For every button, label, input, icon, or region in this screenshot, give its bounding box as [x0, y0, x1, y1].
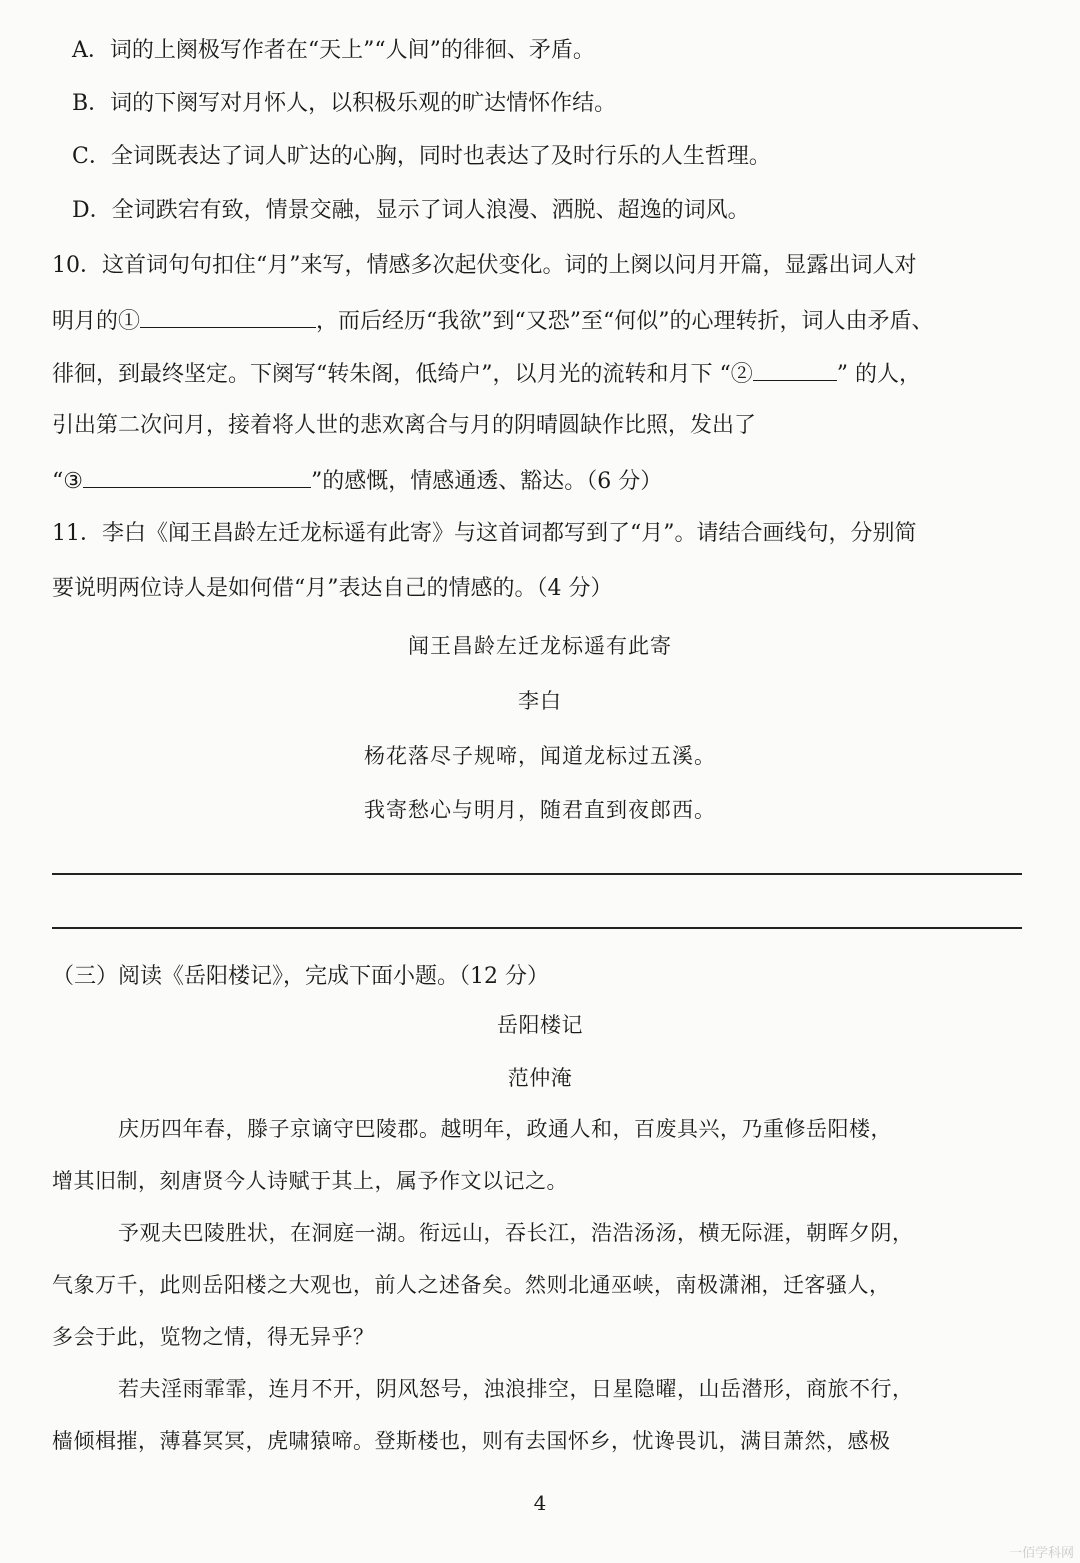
q10-line-5-suffix: ”的感慨，情感通透、豁达。（6 分） [310, 469, 663, 494]
answer-blank-2[interactable] [753, 358, 837, 381]
option-b: B．词的下阕写对月怀人，以积极乐观的旷达情怀作结。 [72, 91, 617, 116]
q10-line-5-prefix: “③ [52, 469, 83, 494]
poem-author: 李白 [518, 689, 562, 713]
option-a: A．词的上阕极写作者在“天上”“人间”的徘徊、矛盾。 [72, 38, 595, 63]
section-3-heading: （三）阅读《岳阳楼记》，完成下面小题。（12 分） [52, 964, 549, 989]
q10-line-2-suffix: ，而后经历“我欲”到“又恐”至“何似”的心理转折，词人由矛盾、 [316, 309, 934, 334]
essay-p2-line-1: 予观夫巴陵胜状，在洞庭一湖。衔远山，吞长江，浩浩汤汤，横无际涯，朝晖夕阴， [118, 1221, 914, 1245]
q10-line-3-prefix: 徘徊，到最终坚定。下阕写“转朱阁，低绮户”，以月光的流转和月下 “② [52, 362, 753, 387]
poem-title: 闻王昌龄左迁龙标遥有此寄 [408, 634, 672, 658]
watermark: 一佰学科网 [1008, 1546, 1074, 1561]
answer-line-1[interactable] [52, 873, 1022, 875]
essay-p3-line-2: 樯倾楫摧，薄暮冥冥，虎啸猿啼。登斯楼也，则有去国怀乡，忧谗畏讥，满目萧然，感极 [52, 1429, 891, 1453]
poem-line-1: 杨花落尽子规啼，闻道龙标过五溪。 [364, 744, 716, 768]
essay-p2-line-2: 气象万千，此则岳阳楼之大观也，前人之述备矣。然则北通巫峡，南极潇湘，迁客骚人， [52, 1273, 891, 1297]
answer-blank-3[interactable] [83, 465, 311, 488]
essay-author: 范仲淹 [507, 1066, 573, 1090]
q11-line-2: 要说明两位诗人是如何借“月”表达自己的情感的。（4 分） [52, 576, 613, 601]
q10-line-5 [52, 465, 1030, 497]
q11-line-1: 11．李白《闻王昌龄左迁龙标遥有此寄》与这首词都写到了“月”。请结合画线句，分别简 [52, 521, 917, 546]
option-d: D．全词跌宕有致，情景交融，显示了词人浪漫、洒脱、超逸的词风。 [72, 198, 750, 223]
answer-line-2[interactable] [52, 927, 1022, 929]
essay-p3-line-1: 若夫淫雨霏霏，连月不开，阴风怒号，浊浪排空，日星隐曜，山岳潜形，商旅不行， [118, 1377, 914, 1401]
option-c: C．全词既表达了词人旷达的心胸，同时也表达了及时行乐的人生哲理。 [72, 144, 771, 169]
poem-line-2: 我寄愁心与明月，随君直到夜郎西。 [364, 798, 716, 822]
essay-title: 岳阳楼记 [497, 1013, 583, 1037]
answer-blank-1[interactable] [140, 305, 316, 328]
essay-p1-line-2: 增其旧制，刻唐贤今人诗赋于其上，属予作文以记之。 [52, 1169, 568, 1193]
essay-p1-line-1: 庆历四年春，滕子京谪守巴陵郡。越明年，政通人和，百废具兴，乃重修岳阳楼， [118, 1117, 892, 1141]
q10-line-2-prefix: 明月的① [52, 309, 141, 334]
essay-p2-line-3: 多会于此，览物之情，得无异乎？ [52, 1325, 375, 1349]
q10-line-3-suffix: ” 的人， [836, 362, 921, 387]
page-number: 4 [533, 1491, 547, 1515]
q10-line-2 [52, 305, 1030, 337]
q10-line-4: 引出第二次问月，接着将人世的悲欢离合与月的阴晴圆缺作比照，发出了 [52, 413, 757, 438]
q10-line-3 [52, 358, 1030, 390]
q10-line-1: 10．这首词句句扣住“月”来写，情感多次起伏变化。词的上阕以问月开篇，显露出词人对 [52, 253, 917, 278]
